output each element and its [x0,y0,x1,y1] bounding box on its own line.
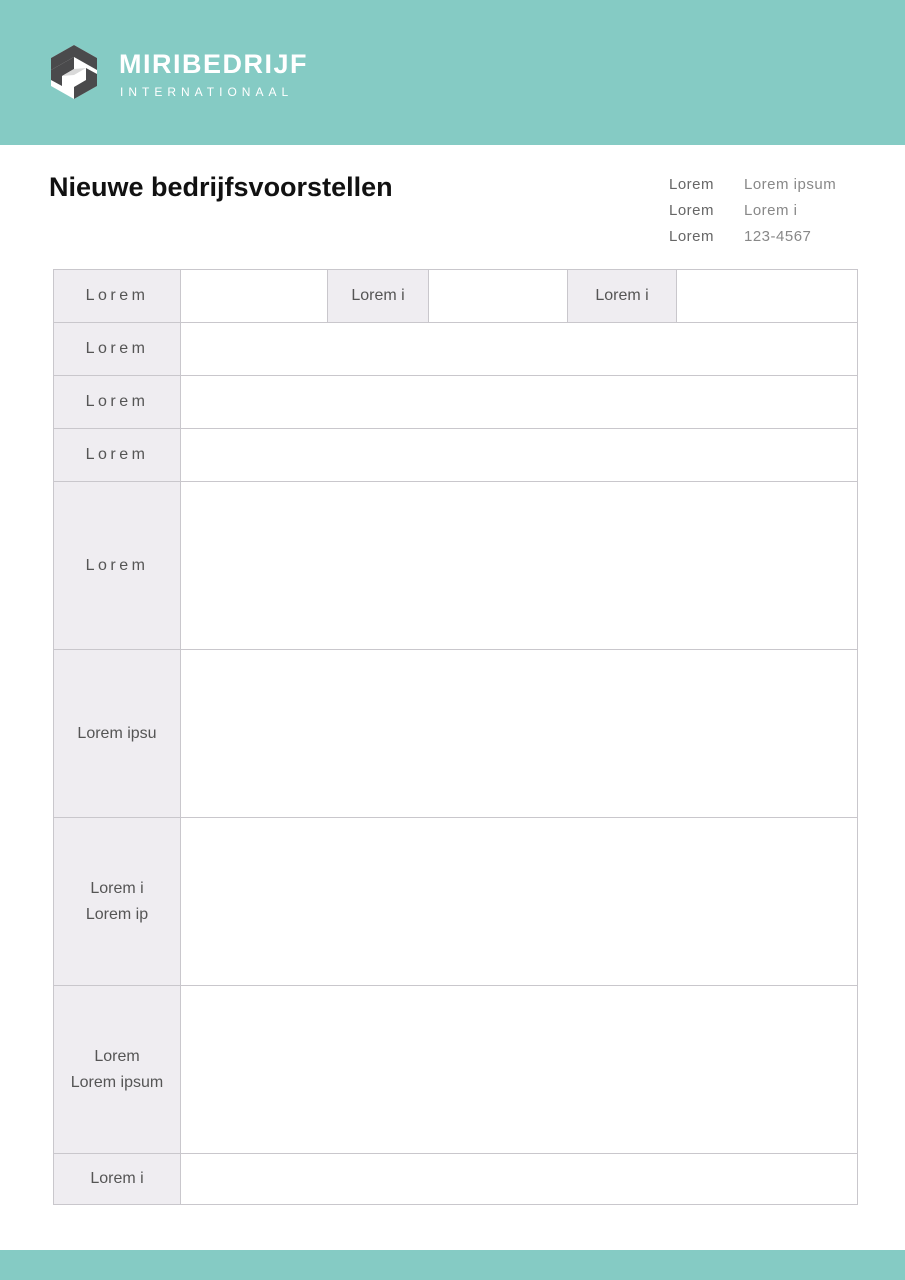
row-label-line: Lorem [94,1047,140,1065]
footer-band [0,1250,905,1280]
row-label: Lorem [54,482,181,650]
info-value: 123-4567 [744,227,812,245]
info-value: Lorem i [744,201,798,219]
value-field[interactable] [181,818,858,986]
row-label: Lorem [54,323,181,376]
value-field[interactable] [677,270,858,323]
value-field[interactable] [181,270,328,323]
table-row [54,376,858,429]
value-field[interactable] [181,429,858,482]
row-label-line: Lorem i [90,879,144,897]
info-row [669,223,836,249]
table-row [54,1154,858,1205]
brand-name: MIRIBEDRIJF [119,49,309,79]
row-label-line: Lorem ipsum [70,1073,164,1091]
table-row [54,270,858,323]
row-label: Lorem [54,376,181,429]
row-label: Lorem [54,429,181,482]
value-field[interactable] [181,376,858,429]
row-label: Lorem i [54,1154,181,1205]
info-row [669,171,836,197]
brand-subtitle: INTERNATIONAAL [120,85,294,99]
value-field[interactable] [181,323,858,376]
row-label-line: Lorem ip [85,905,149,923]
header-band [0,0,905,145]
row-label [54,818,181,986]
proposal-form-table [53,269,858,1205]
info-key: Lorem [669,201,715,219]
value-field[interactable] [181,1154,858,1205]
info-row [669,197,836,223]
info-key: Lorem [669,227,715,245]
value-field[interactable] [181,986,858,1154]
table-row [54,323,858,376]
info-key: Lorem [669,175,715,193]
row-label: Lorem ipsu [54,650,181,818]
value-field[interactable] [181,650,858,818]
page-title: Nieuwe bedrijfsvoorstellen [49,172,393,202]
row-label [54,986,181,1154]
inline-label: Lorem i [568,270,677,323]
table-row [54,429,858,482]
info-block [669,171,836,249]
value-field[interactable] [181,482,858,650]
info-value: Lorem ipsum [744,175,837,193]
hexagon-logo-icon [49,44,99,100]
table-row [54,818,858,986]
value-field[interactable] [429,270,568,323]
inline-label: Lorem i [328,270,429,323]
row-label: Lorem [54,270,181,323]
table-row [54,482,858,650]
table-row [54,650,858,818]
table-row [54,986,858,1154]
